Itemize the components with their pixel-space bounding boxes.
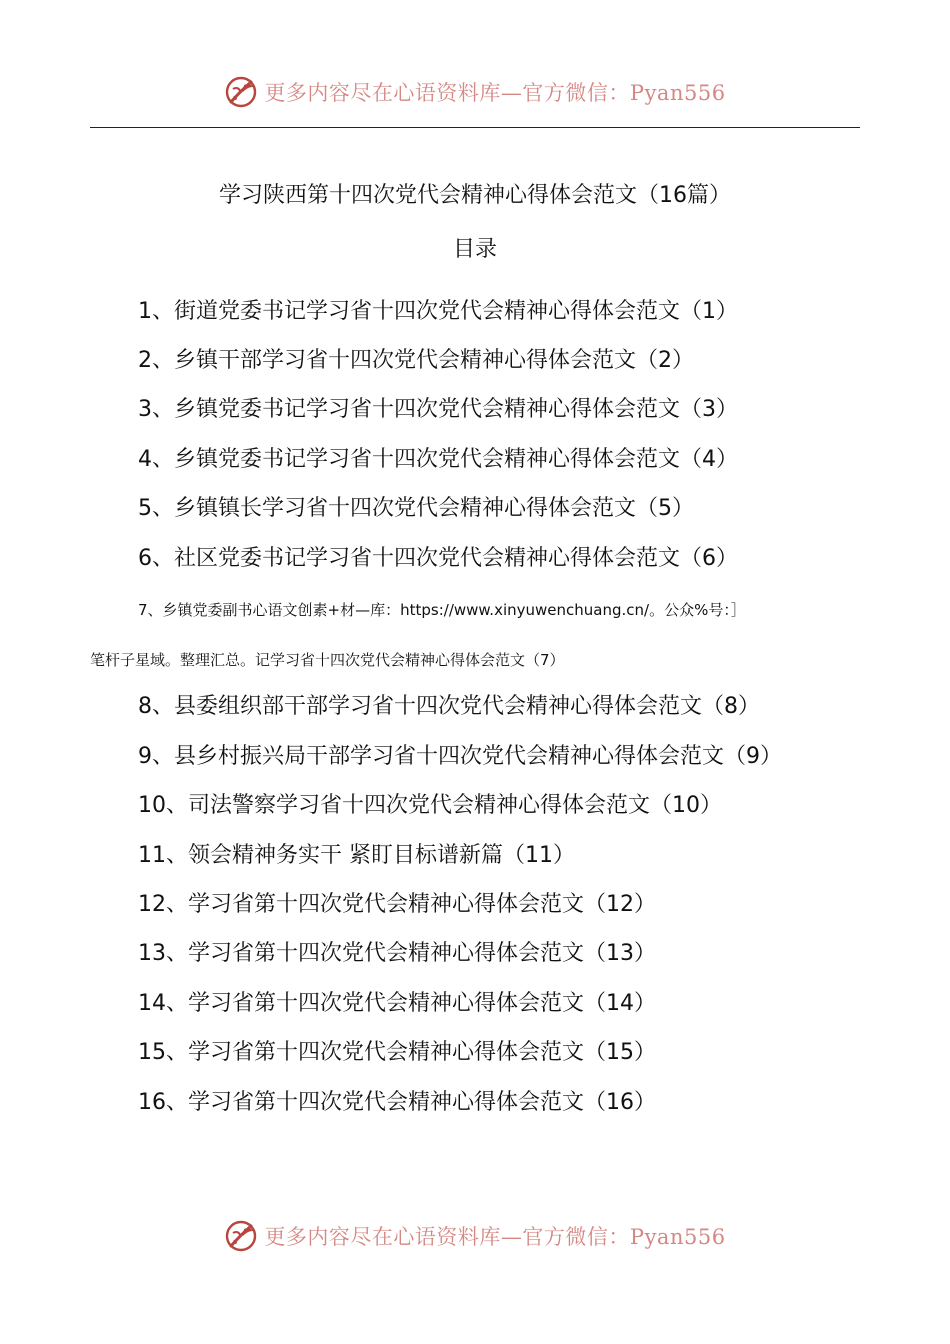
brand-logo-icon xyxy=(224,1219,258,1253)
toc-item: 3、乡镇党委书记学习省十四次党代会精神心得体会范文（3） xyxy=(138,397,738,422)
toc-item: 1、街道党委书记学习省十四次党代会精神心得体会范文（1） xyxy=(138,299,738,324)
header-divider xyxy=(90,127,860,128)
toc-heading: 目录 xyxy=(452,237,497,262)
toc-item: 10、司法警察学习省十四次党代会精神心得体会范文（10） xyxy=(138,793,722,818)
header-banner-text: 更多内容尽在心语资料库—官方微信：Pyan556 xyxy=(264,81,726,105)
toc-item: 13、学习省第十四次党代会精神心得体会范文（13） xyxy=(138,941,656,966)
brand-logo-icon xyxy=(224,75,258,109)
toc-item: 2、乡镇干部学习省十四次党代会精神心得体会范文（2） xyxy=(138,348,694,373)
toc-item: 16、学习省第十四次党代会精神心得体会范文（16） xyxy=(138,1090,656,1115)
toc-item-7-line-1: 7、乡镇党委副书心语文创素+材—库：https://www.xinyuwenchuang.cn/。公众%号：］ xyxy=(138,601,746,619)
toc-item: 8、县委组织部干部学习省十四次党代会精神心得体会范文（8） xyxy=(138,694,760,719)
toc-item: 4、乡镇党委书记学习省十四次党代会精神心得体会范文（4） xyxy=(138,447,738,472)
toc-item: 14、学习省第十四次党代会精神心得体会范文（14） xyxy=(138,991,656,1016)
toc-item-7-line-2: 笔杆子星域。整理汇总。记学习省十四次党代会精神心得体会范文（7） xyxy=(90,651,565,669)
toc-item: 15、学习省第十四次党代会精神心得体会范文（15） xyxy=(138,1040,656,1065)
toc-item: 5、乡镇镇长学习省十四次党代会精神心得体会范文（5） xyxy=(138,496,694,521)
header-banner xyxy=(0,70,950,114)
footer-banner-text: 更多内容尽在心语资料库—官方微信：Pyan556 xyxy=(264,1225,726,1249)
footer-banner xyxy=(0,1214,950,1258)
document-title: 学习陕西第十四次党代会精神心得体会范文（16篇） xyxy=(219,183,731,208)
toc-item: 9、县乡村振兴局干部学习省十四次党代会精神心得体会范文（9） xyxy=(138,744,782,769)
toc-item: 6、社区党委书记学习省十四次党代会精神心得体会范文（6） xyxy=(138,546,738,571)
toc-item: 11、领会精神务实干 紧盯目标谱新篇（11） xyxy=(138,843,575,868)
toc-item: 12、学习省第十四次党代会精神心得体会范文（12） xyxy=(138,892,656,917)
